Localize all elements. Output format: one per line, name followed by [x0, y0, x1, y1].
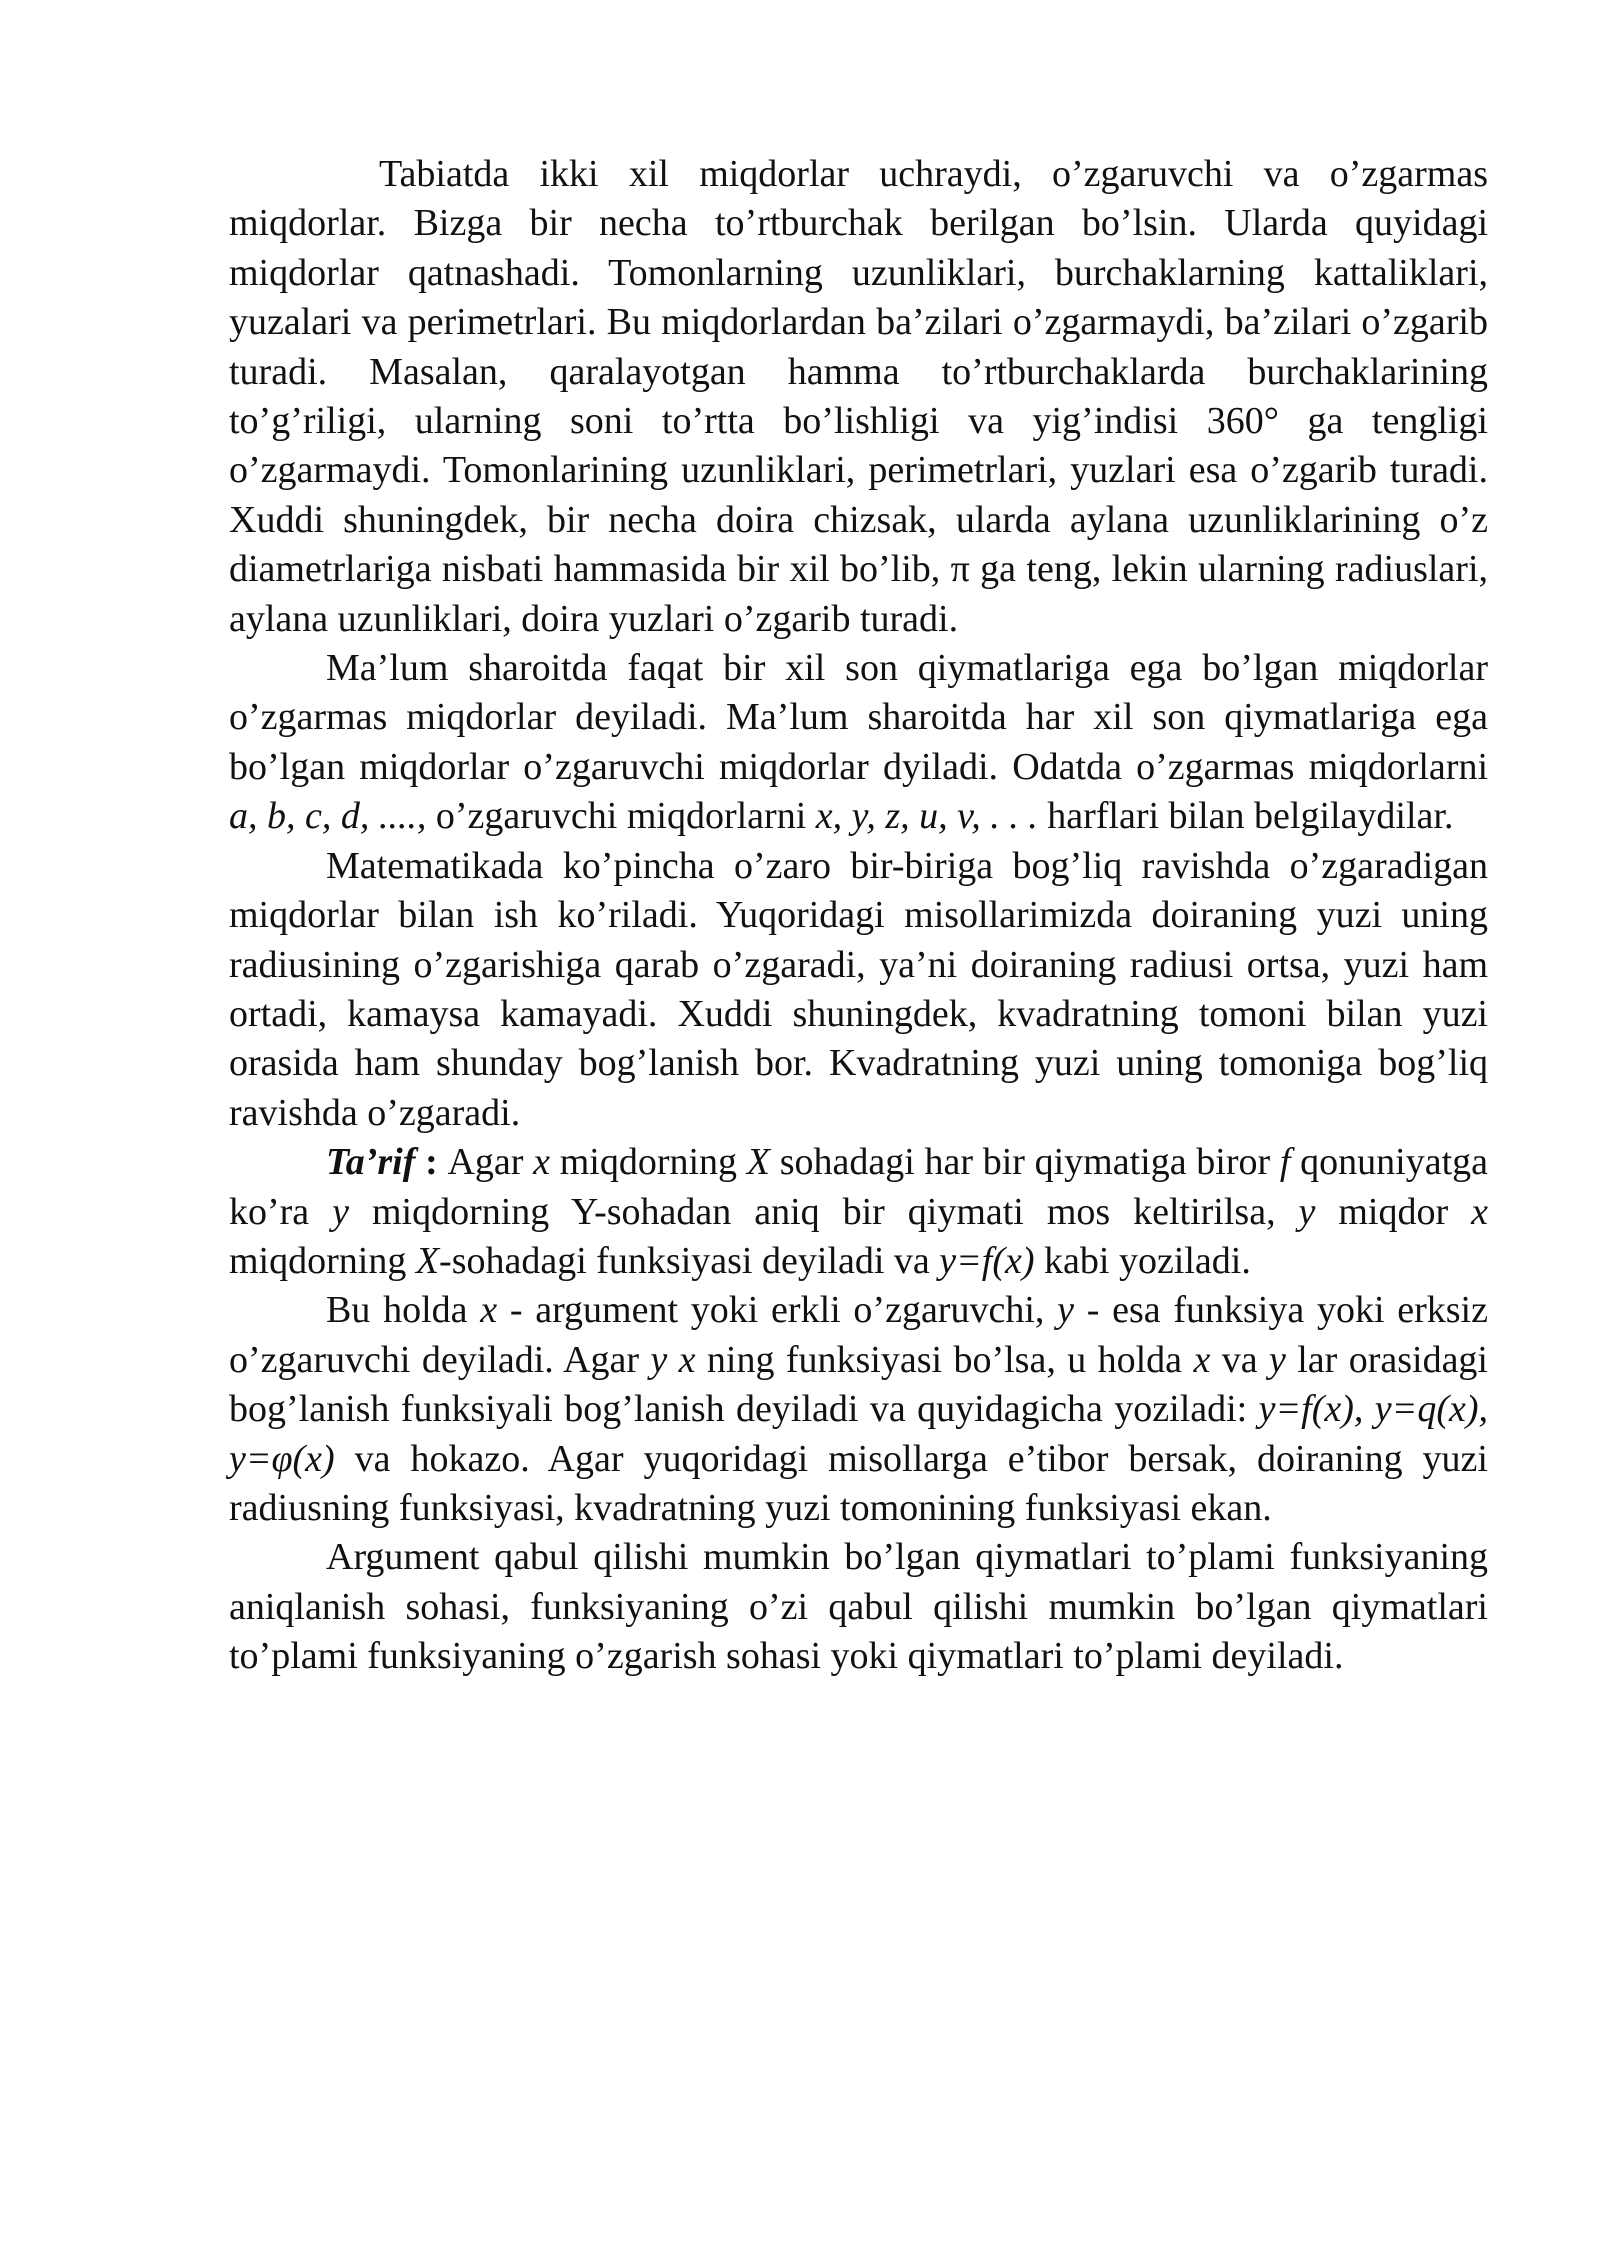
text-run: va hokazo. Agar yuqoridagi misollarga e’tibor bersak, doiraning yuzi radiusning funksiyasi, kvadratning yuzi tomonining funksiyasi ekan. — [229, 1437, 1488, 1529]
text-run: Agar — [447, 1141, 534, 1184]
text-run: Bu holda — [326, 1289, 481, 1332]
text-run: : — [415, 1141, 448, 1184]
text-run: y=f(x), y=q(x), y=φ(x) — [229, 1388, 1488, 1480]
text-run: - argument yoki erkli o’zgaruvchi, — [497, 1289, 1058, 1332]
text-run: y — [1057, 1289, 1074, 1332]
text-run: miqdorning — [550, 1141, 747, 1184]
text-run: o’zgaruvchi miqdorlarni — [426, 795, 816, 838]
text-run: -sohadagi funksiyasi deyiladi va — [439, 1239, 940, 1282]
paragraph-1 — [229, 150, 1488, 644]
text-run: X — [746, 1141, 770, 1184]
paragraph-2 — [229, 644, 1488, 842]
text-run: va — [1210, 1338, 1269, 1381]
text-run: miqdor — [1315, 1190, 1472, 1233]
text-run: x — [1193, 1338, 1211, 1381]
paragraph-definition — [229, 1138, 1488, 1286]
text-run: Ma’lum sharoitda faqat bir xil son qiymatlariga ega bo’lgan miqdorlar o’zgarmas miqdorlar deyiladi. Ma’lum sharoitda har xil son qiymatlariga ega bo’lgan miqdorlar o’zgaruvchi miqdorlar dyiladi. Odatda o’zgarmas miqdorlarni — [229, 647, 1488, 788]
text-run: y — [1268, 1338, 1286, 1381]
text-run: lar orasidagi bog’lanish funksiyali bog’lanish deyiladi va quyidagicha yoziladi: — [229, 1338, 1488, 1431]
text-run: miqdorning Y-sohadan aniq bir qiymati mos keltirilsa, — [349, 1190, 1299, 1233]
text-run: sohadagi har bir qiymatiga biror — [769, 1141, 1280, 1184]
text-run: y x — [650, 1338, 696, 1381]
paragraph-5 — [229, 1286, 1488, 1533]
text-run: a, b, c, d, ...., — [229, 795, 427, 838]
text-run: Matematikada ko’pincha o’zaro bir-biriga bog’liq ravishda o’zgaradigan miqdorlar bilan ish ko’riladi. Yuqoridagi misollarimizda doiraning yuzi uning radiusining o’zgarishiga qarab o’zgaradi, ya’ni doiraning radiusi ortsa, yuzi ham ortadi, kamaysa kamayadi. Xuddi shuningdek, kvadratning tomoni bilan yuzi orasida ham shunday bog’lanish bor. Kvadratning yuzi uning tomoniga bog’liq ravishda o’zgaradi. — [229, 844, 1488, 1134]
text-run: f — [1279, 1141, 1291, 1184]
text-run: qonuniyatga ko’ra — [229, 1141, 1488, 1233]
text-run: y=f(x) — [939, 1239, 1035, 1282]
text-run: y — [1298, 1190, 1316, 1233]
text-run: x — [533, 1141, 551, 1184]
text-run: x — [1471, 1190, 1488, 1233]
text-run: x, y, z, u, v, . . . — [815, 795, 1038, 838]
text-run: Tabiatda ikki xil miqdorlar uchraydi, o’zgaruvchi va o’zgarmas miqdorlar. Bizga bir necha to’rtburchak berilgan bo’lsin. Ularda quyidagi miqdorlar qatnashadi. Tomonlarning uzunliklari, burchaklarning kattaliklari, yuzalari va perimetrlari. Bu miqdorlardan ba’zilari o’zgarmaydi, ba’zilari o’zgarib turadi. Masalan, qaralayotgan hamma to’rtburchaklarda burchaklarining to’g’riligi, ularning soni to’rtta bo’lishligi va yig’indisi 360° ga tengligi o’zgarmaydi. Tomonlarining uzunliklari, perimetrlari, yuzlari esa o’zgarib turadi. Xuddi shuningdek, bir necha doira chizsak, ularda aylana uzunliklarining o’z diametrlariga nisbati hammasida bir xil bo’lib, π ga teng, lekin ularning radiuslari, aylana uzunliklari, doira yuzlari o’zgarib turadi. — [229, 153, 1488, 640]
text-run: ning funksiyasi bo’lsa, u holda — [695, 1338, 1194, 1381]
paragraph-3 — [229, 842, 1488, 1138]
text-run: harflari bilan belgilaydilar. — [1037, 795, 1454, 838]
text-run: Ta’rif — [326, 1141, 416, 1184]
text-run: X — [415, 1239, 440, 1282]
paragraph-6 — [229, 1533, 1488, 1681]
document-page — [229, 150, 1488, 1682]
text-run: y — [332, 1190, 350, 1233]
text-run: kabi yoziladi. — [1034, 1239, 1251, 1282]
text-run: - esa funksiya yoki erksiz o’zgaruvchi deyiladi. Agar — [229, 1289, 1488, 1381]
text-run: Argument qabul qilishi mumkin bo’lgan qiymatlari to’plami funksiyaning aniqlanish sohasi, funksiyaning o’zi qabul qilishi mumkin bo’lgan qiymatlari to’plami funksiyaning o’zgarish sohasi yoki qiymatlari to’plami deyiladi. — [229, 1536, 1488, 1678]
text-run: miqdorning — [229, 1239, 416, 1282]
text-run: x — [480, 1289, 498, 1332]
